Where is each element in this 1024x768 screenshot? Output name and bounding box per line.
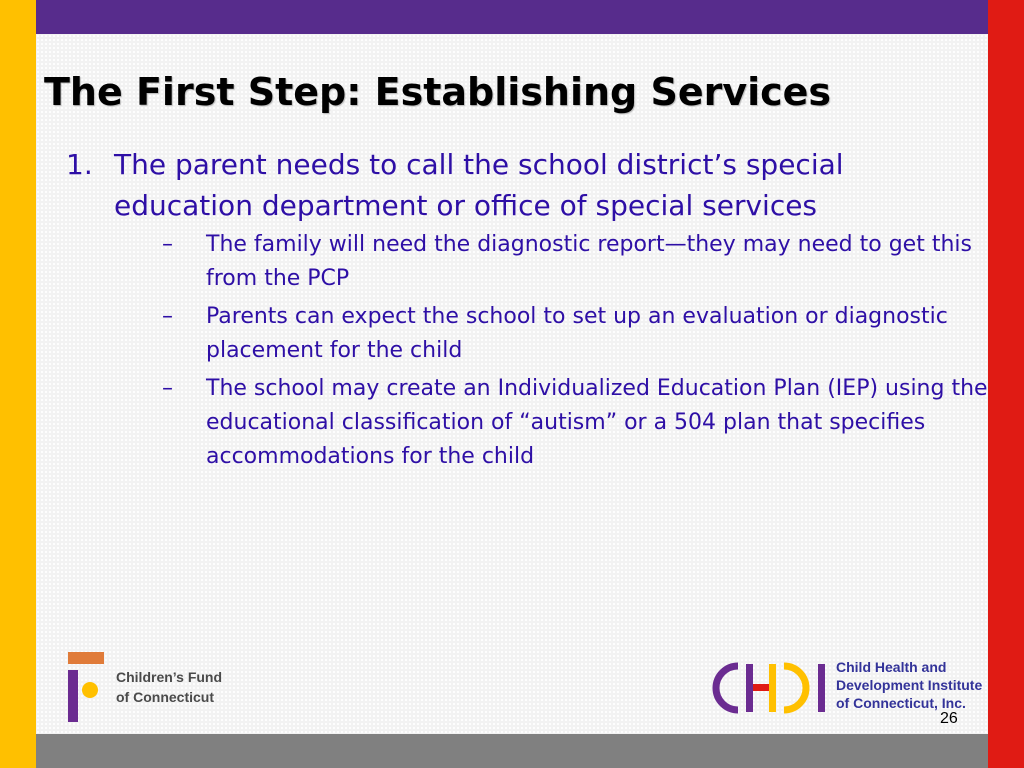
chdi-mark-icon	[712, 660, 830, 716]
childrens-fund-logo	[64, 652, 234, 722]
sub-list-item-text: The school may create an Individualized Education Plan (IEP) using the educational classification of “autism” or a 504 plan that specifies accommodations for the child	[206, 376, 988, 469]
top-color-bar	[36, 0, 988, 34]
slide-title: The First Step: Establishing Services	[44, 70, 832, 114]
sub-list-item	[114, 300, 1006, 368]
sub-list-item-text: The family will need the diagnostic report—they may need to get this from the PCP	[206, 232, 972, 291]
list-item-number: 1.	[66, 148, 93, 181]
childrens-fund-icon	[64, 652, 104, 722]
slide-content	[36, 34, 988, 734]
list-item	[66, 144, 988, 474]
dash-marker: –	[162, 232, 173, 257]
dash-marker: –	[162, 304, 173, 329]
logo-right-line3: of Connecticut, Inc.	[836, 695, 966, 711]
dash-marker: –	[162, 376, 173, 401]
list-item-text: The parent needs to call the school district’s special education department or office of special services	[114, 148, 844, 222]
chdi-name	[836, 658, 982, 712]
logo-left-line2: of Connecticut	[116, 689, 214, 705]
left-color-bar	[0, 0, 36, 768]
sub-list-item	[114, 372, 1006, 474]
sub-list-item	[114, 228, 1006, 296]
logo-right-line1: Child Health and	[836, 659, 947, 675]
bullet-list	[66, 144, 988, 478]
logo-left-line1: Children’s Fund	[116, 669, 223, 685]
bottom-color-bar	[36, 734, 988, 768]
sub-list-item-text: Parents can expect the school to set up an evaluation or diagnostic placement for the child	[206, 304, 948, 363]
sub-list	[114, 228, 988, 474]
childrens-fund-name	[116, 667, 222, 707]
logo-right-line2: Development Institute	[836, 677, 983, 693]
page-number: 26	[940, 710, 958, 727]
